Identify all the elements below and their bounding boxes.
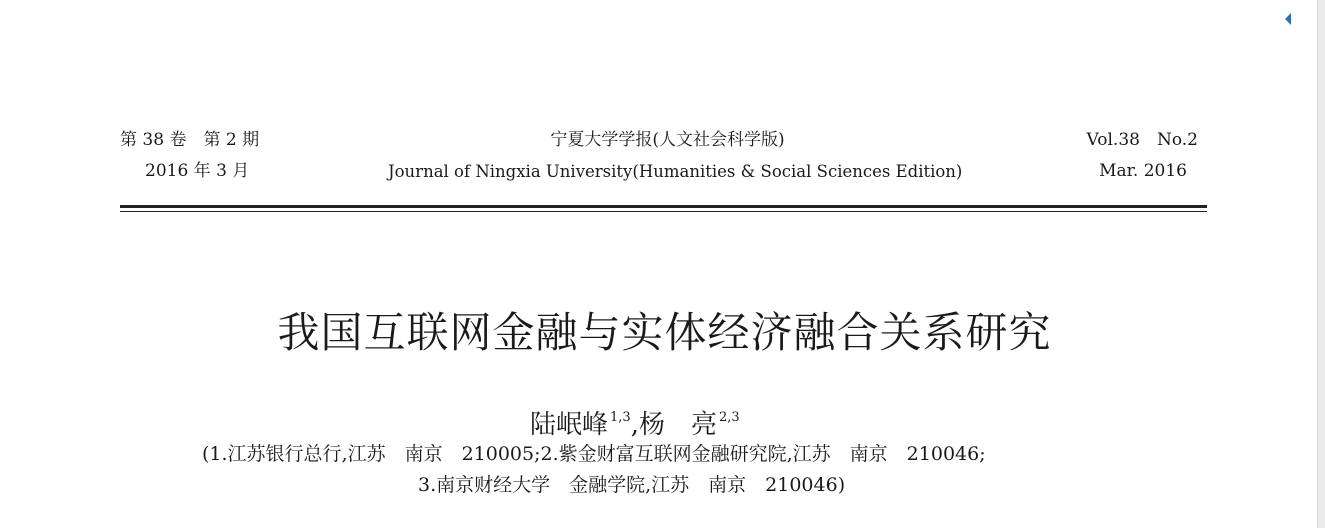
header-journal-en: Journal of Ningxia University(Humanities & Social Sciences Edition) [388, 162, 963, 181]
author-line [530, 402, 740, 441]
author-affiliation-marker: 1,3 [610, 410, 631, 425]
triangle-left-icon[interactable] [1285, 13, 1291, 25]
author-name: 杨 亮 [638, 410, 717, 440]
scrollbar[interactable] [1317, 0, 1325, 528]
header-journal-cn: 宁夏大学学报(人文社会科学版) [550, 130, 785, 150]
author-name: 陆岷峰 [530, 410, 609, 440]
header-rule-thin [120, 211, 1207, 212]
header-date-cn: 2016 年 3 月 [145, 161, 250, 181]
affiliations-line-2: 3.南京财经大学 金融学院,江苏 南京 210046) [418, 474, 846, 496]
header-volume-issue-en: Vol.38 No.2 [1086, 130, 1198, 150]
header-volume-issue-cn: 第 38 卷 第 2 期 [120, 130, 260, 150]
affiliations-line-1: (1.江苏银行总行,江苏 南京 210005;2.紫金财富互联网金融研究院,江苏 南京 210046; [202, 443, 986, 465]
author-affiliation-marker: 2,3 [718, 410, 740, 425]
article-title: 我国互联网金融与实体经济融合关系研究 [277, 308, 1052, 357]
header-date-en: Mar. 2016 [1099, 161, 1187, 181]
author-separator: , [630, 410, 639, 440]
header-rule-thick [120, 205, 1207, 208]
